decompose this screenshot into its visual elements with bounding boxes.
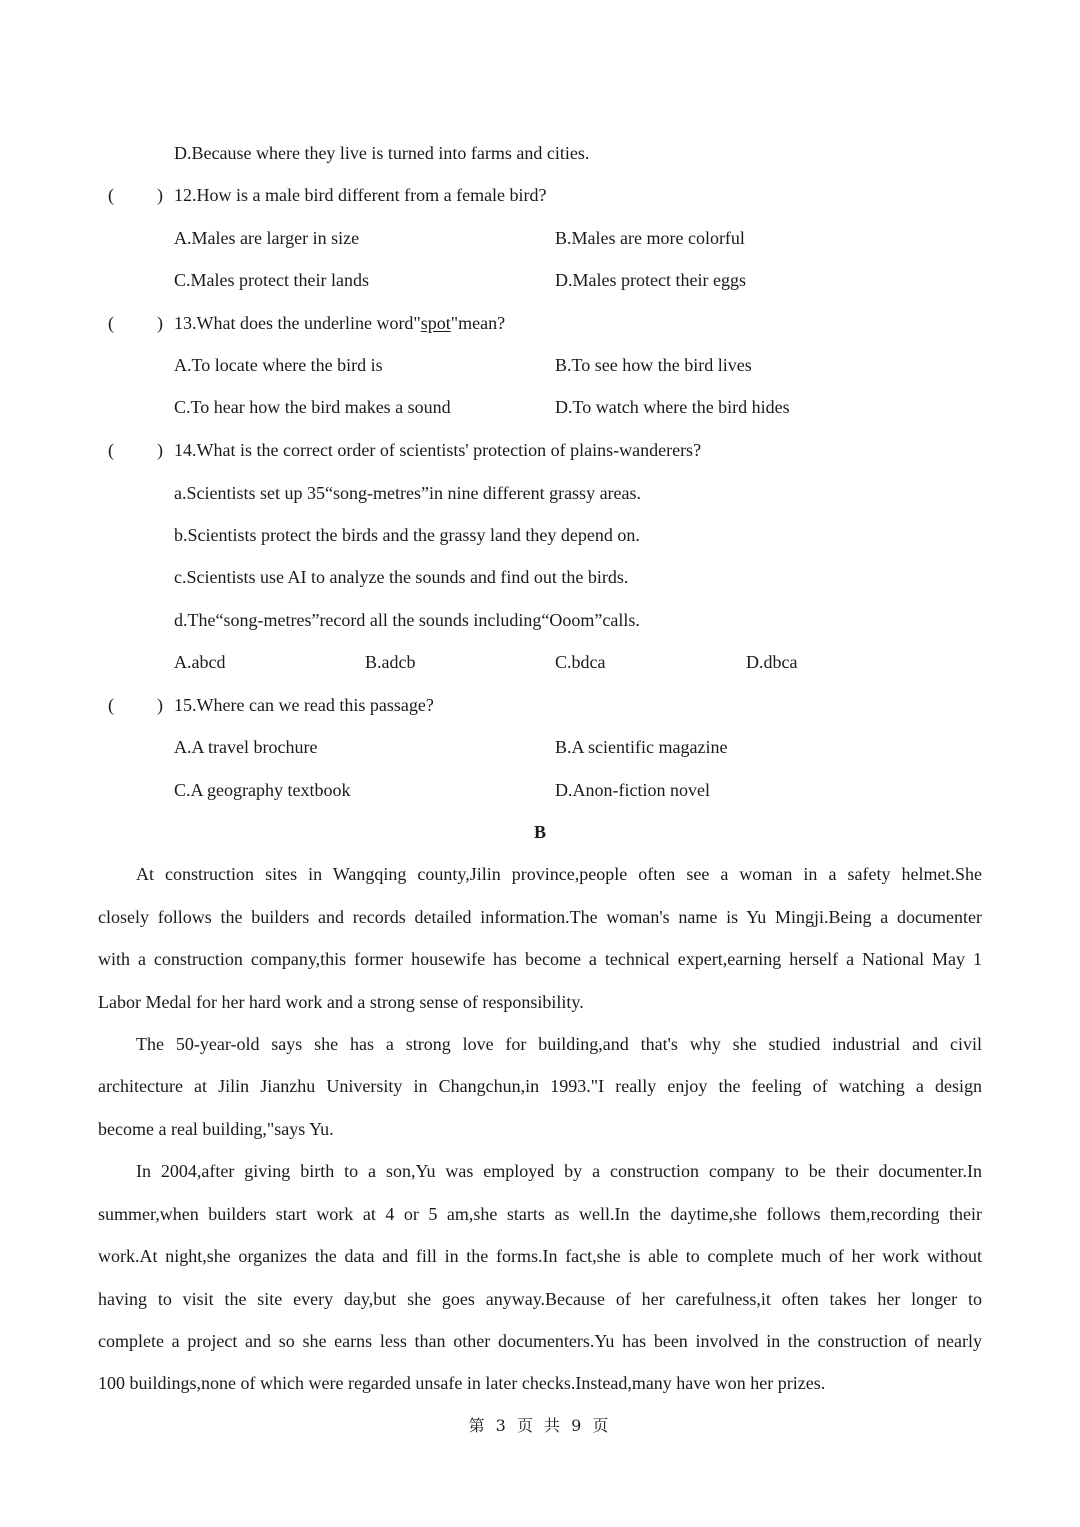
- q14-option-b: B.adcb: [365, 652, 416, 672]
- q12-stem: 12.How is a male bird different from a female bird?: [174, 185, 547, 205]
- q15-stem: 15.Where can we read this passage?: [174, 695, 434, 715]
- paragraph-3-line: complete a project and so she earns less than other documenters.Yu has been involved in the construction of nearly: [98, 1331, 982, 1351]
- q14-step-b: b.Scientists protect the birds and the grassy land they depend on.: [174, 525, 640, 545]
- paragraph-3-line: 100 buildings,none of which were regarded unsafe in later checks.Instead,many have won her prizes.: [98, 1373, 826, 1393]
- answer-blank-close: ): [157, 440, 163, 460]
- paragraph-1-line: At construction sites in Wangqing county,Jilin province,people often see a woman in a safety helmet.She: [136, 864, 982, 884]
- q12-option-a: A.Males are larger in size: [174, 228, 360, 248]
- q14-step-d: d.The“song-metres”record all the sounds including“Ooom”calls.: [174, 610, 640, 630]
- q15-option-c: C.A geography textbook: [174, 780, 351, 800]
- paragraph-2-line: become a real building,"says Yu.: [98, 1119, 334, 1139]
- answer-blank-close: ): [157, 185, 163, 205]
- paragraph-1-line: closely follows the builders and records detailed information.The woman's name is Yu Mingji.Being a documenter: [98, 907, 982, 927]
- answer-blank-open: (: [108, 695, 114, 715]
- q13-stem: [174, 311, 505, 335]
- q13-option-b: B.To see how the bird lives: [555, 355, 752, 375]
- q14-option-d: D.dbca: [746, 652, 798, 672]
- q13-stem-pre: 13.What does the underline word": [174, 313, 421, 333]
- paragraph-3-line: having to visit the site every day,but she goes anyway.Because of her carefulness,it often takes her longer to: [98, 1289, 982, 1309]
- paragraph-2-line: architecture at Jilin Jianzhu University in Changchun,in 1993."I really enjoy the feeling of watching a design: [98, 1076, 982, 1096]
- q14-stem: 14.What is the correct order of scientists' protection of plains-wanderers?: [174, 440, 702, 460]
- paragraph-1-line: with a construction company,this former housewife has become a technical expert,earning herself a National May 1: [98, 949, 982, 969]
- page-number: 第 3 页 共 9 页: [468, 1416, 612, 1435]
- q13-underlined-word: spot: [420, 313, 451, 333]
- q12-option-b: B.Males are more colorful: [555, 228, 745, 248]
- q12-option-d: D.Males protect their eggs: [555, 270, 746, 290]
- q13-stem-post: "mean?: [450, 313, 506, 333]
- q12-option-c: C.Males protect their lands: [174, 270, 369, 290]
- q14-step-a: a.Scientists set up 35“song-metres”in nine different grassy areas.: [174, 483, 642, 503]
- paragraph-3-line: work.At night,she organizes the data and fill in the forms.In fact,she is able to complete much of her work without: [98, 1246, 982, 1266]
- q14-step-c: c.Scientists use AI to analyze the sounds and find out the birds.: [174, 567, 629, 587]
- q13-option-c: C.To hear how the bird makes a sound: [174, 397, 451, 417]
- q14-option-a: A.abcd: [174, 652, 226, 672]
- section-title: B: [533, 822, 546, 842]
- paragraph-1-line: Labor Medal for her hard work and a strong sense of responsibility.: [98, 992, 584, 1012]
- answer-blank-close: ): [157, 313, 163, 333]
- answer-blank-open: (: [108, 440, 114, 460]
- paragraph-3-line: In 2004,after giving birth to a son,Yu was employed by a construction company to be their documenter.In: [136, 1161, 982, 1181]
- answer-blank-close: ): [157, 695, 163, 715]
- q14-option-c: C.bdca: [555, 652, 606, 672]
- paragraph-3-line: summer,when builders start work at 4 or 5 am,she starts as well.In the daytime,she follows them,recording their: [98, 1204, 982, 1224]
- q11-option-d: D.Because where they live is turned into farms and cities.: [174, 143, 590, 163]
- q15-option-b: B.A scientific magazine: [555, 737, 728, 757]
- q13-option-a: A.To locate where the bird is: [174, 355, 383, 375]
- q15-option-d: D.Anon-fiction novel: [555, 780, 710, 800]
- q13-option-d: D.To watch where the bird hides: [555, 397, 790, 417]
- answer-blank-open: (: [108, 185, 114, 205]
- q15-option-a: A.A travel brochure: [174, 737, 318, 757]
- paragraph-2-line: The 50-year-old says she has a strong love for building,and that's why she studied industrial and civil: [136, 1034, 982, 1054]
- answer-blank-open: (: [108, 313, 114, 333]
